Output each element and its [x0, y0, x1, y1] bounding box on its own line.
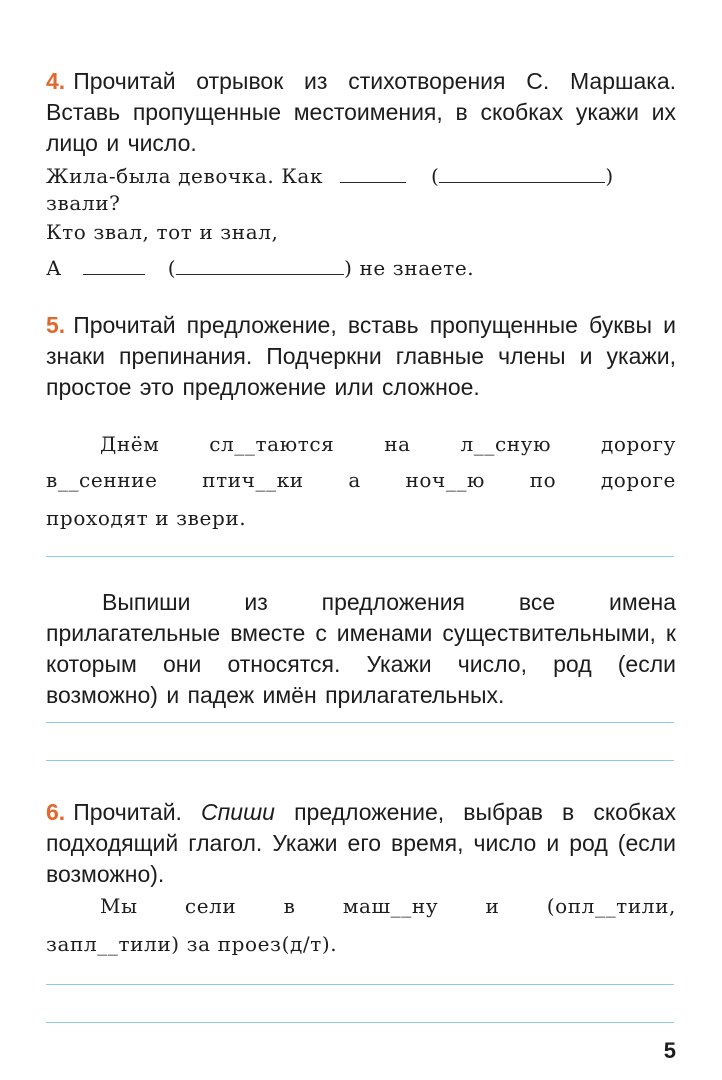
task-5-text: Прочитай предложение, вставь пропущенные буквы и знаки препинания. Подчеркни главные члены и укажи, простое это предложение или сложное.	[46, 312, 676, 400]
word: ноч__ю	[405, 468, 486, 492]
word: (опл__тили,	[546, 894, 676, 918]
poem-line-1	[46, 164, 676, 188]
poem-line-4	[46, 256, 676, 280]
answer-line[interactable]	[46, 760, 674, 761]
word: Днём	[100, 432, 160, 456]
answer-line[interactable]	[46, 984, 674, 985]
task-6-text-a: Прочитай.	[73, 799, 182, 825]
person-number-blank-2[interactable]	[176, 258, 344, 275]
answer-line[interactable]	[46, 556, 674, 557]
paren-open-2: (	[167, 256, 177, 280]
poem-line-3: Кто звал, тот и знал,	[46, 220, 279, 244]
word: в	[283, 894, 296, 918]
word: птич__ки	[202, 468, 304, 492]
word: сели	[184, 894, 237, 918]
word: а	[348, 468, 361, 492]
poem-line-1-text: Жила-была девочка. Как	[46, 164, 324, 188]
answer-line[interactable]	[46, 1022, 674, 1023]
poem-line-4-end: ) не знаете.	[344, 256, 475, 280]
task-5-sentence-line-2	[46, 468, 676, 492]
word: в__сенние	[46, 468, 158, 492]
pronoun-blank-2[interactable]	[83, 258, 145, 275]
word: по	[529, 468, 557, 492]
poem-line-4-start: А	[46, 256, 62, 280]
word: на	[384, 432, 411, 456]
task-5-number: 5.	[46, 312, 66, 338]
word: сл__таются	[209, 432, 335, 456]
answer-line[interactable]	[46, 722, 674, 723]
word: маш__ну	[342, 894, 439, 918]
word: и	[485, 894, 500, 918]
task-6-instruction	[46, 797, 676, 890]
task-5-subtask: Выпиши из предложения все имена прилагательные вместе с именами существительными, к которым они относятся. Укажи число, род (если возможно) и падеж имён прилагательных.	[46, 589, 676, 708]
task-6-sentence-line-2: запл__тили) за проез(д/т).	[46, 932, 338, 956]
word: дорогу	[600, 432, 676, 456]
task-6-text-b: предложение, выбрав в скобках подходящий глагол. Укажи его время, число и род (если возможно).	[46, 799, 677, 887]
task-4-instruction	[46, 66, 676, 159]
pronoun-blank-1[interactable]	[340, 166, 406, 183]
task-6-text-italic: Спиши	[201, 799, 275, 825]
page-number: 5	[663, 1038, 676, 1063]
task-5-sentence-line-1	[100, 432, 676, 456]
paren-close-1: )	[605, 164, 614, 188]
task-4-text: Прочитай отрывок из стихотворения С. Маршака. Вставь пропущенные местоимения, в скобках укажи их лицо и число.	[46, 68, 676, 156]
task-4-number: 4.	[46, 68, 66, 94]
paren-open-1: (	[431, 164, 440, 188]
task-5-sentence-line-3: проходят и звери.	[46, 506, 247, 530]
poem-line-2: звали?	[46, 191, 121, 215]
task-6-sentence-line-1	[100, 894, 676, 918]
word: Мы	[100, 894, 138, 918]
task-5-instruction	[46, 310, 676, 403]
task-6-number: 6.	[46, 799, 66, 825]
person-number-blank-1[interactable]	[439, 166, 605, 183]
word: л__сную	[460, 432, 552, 456]
word: дороге	[600, 468, 676, 492]
